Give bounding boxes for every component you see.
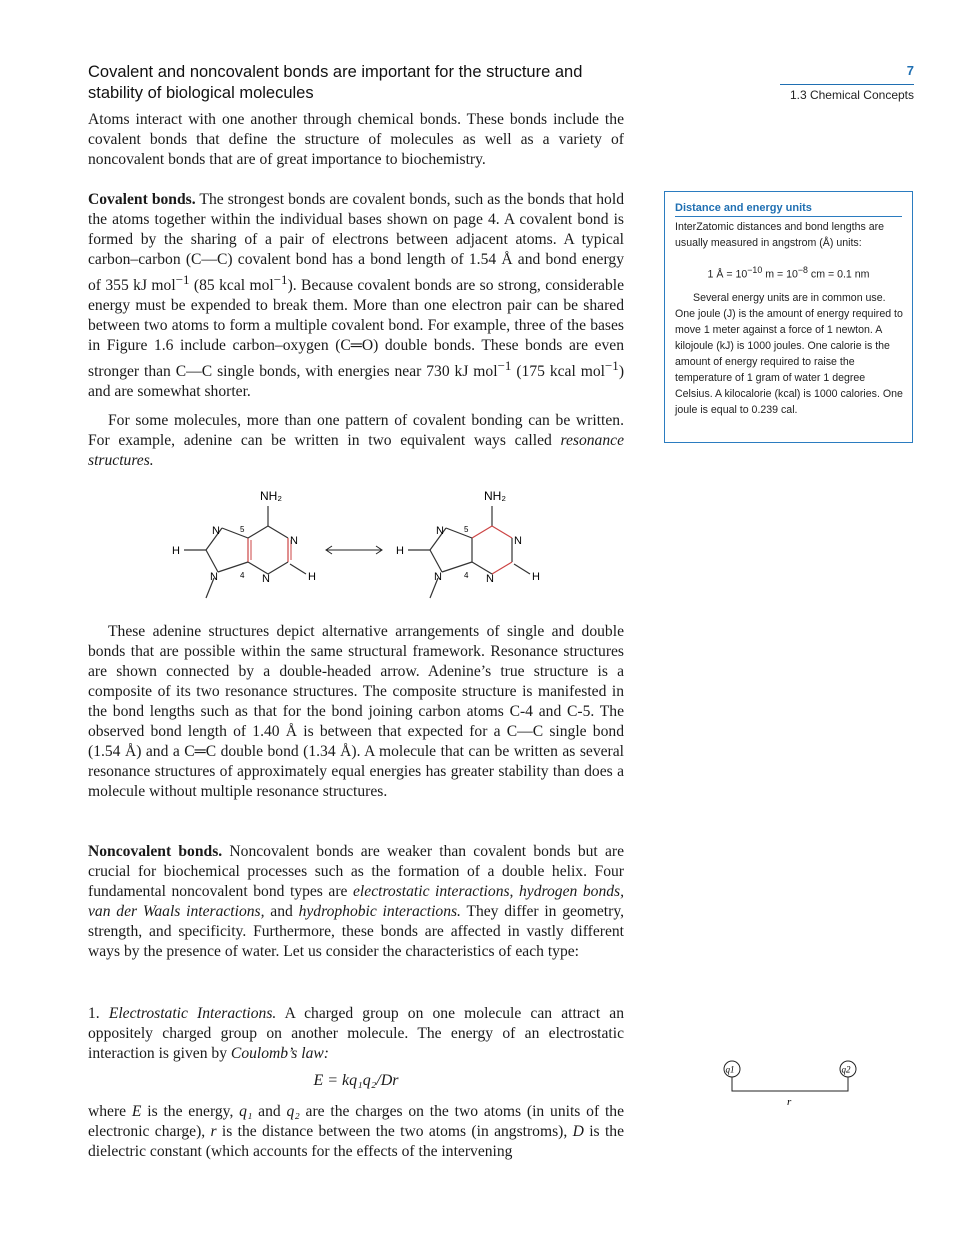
- position-5-right: 5: [464, 525, 469, 534]
- adenine-structure-left: [172, 489, 316, 598]
- distance-bracket: [732, 1077, 848, 1091]
- covalent-text-c: ). Because covalent bonds are so strong, considerable energy must be expended to break them. More than one electron pair can be shared between two atoms to form a multiple covalent bond. For example, three of the bases in Figure 1.6 include carbon–oxygen (C═O) double bonds. These bonds are even stronger than C—C single bonds, with energies near 730 kJ mol: [88, 277, 624, 381]
- coulomb-charges-figure: [718, 1055, 868, 1115]
- charge-q1-label: q1: [725, 1064, 735, 1075]
- covalent-sup-2: −1: [273, 272, 288, 287]
- sidebar-title-rule: [675, 216, 902, 217]
- position-4-left: 4: [240, 571, 245, 580]
- n-label-right-3: N: [436, 525, 444, 537]
- heading-line-2: stability of biological molecules: [88, 84, 314, 102]
- header-rule: [780, 84, 914, 85]
- n-label-right-1: N: [514, 535, 522, 547]
- h-label-right-2: H: [396, 545, 404, 557]
- charge-q2-label: q2: [841, 1064, 851, 1075]
- closing-text-e: is the distance between the two atoms (in angstroms),: [216, 1123, 573, 1140]
- noncovalent-types: electrostatic interactions, hydrogen bonds, van der Waals interactions,: [88, 883, 625, 920]
- covalent-text-a: The strongest bonds are covalent bonds, such as the bonds that hold the atoms together within the individual bases shown on page 4. A covalent bond is formed by the sharing of a pair of electrons between adjacent atoms. A typical carbon–carbon (C—C) covalent bond has a bond length of 1.54 Å and bond energy of 355 kJ mol: [88, 191, 624, 295]
- closing-var-r: r: [210, 1123, 217, 1140]
- closing-text-c: and: [252, 1103, 287, 1120]
- sidebar-equation: [665, 262, 912, 283]
- electrostatic-term: Electrostatic Interactions.: [108, 1005, 277, 1022]
- covalent-sup-1: −1: [175, 272, 190, 287]
- resonance-text: For some molecules, more than one pattern of covalent bonding can be written. For example, adenine can be written in two equivalent ways called: [88, 412, 624, 449]
- closing-text-a: where: [88, 1103, 132, 1120]
- sidebar-eq-part-c: cm = 0.1 nm: [807, 268, 870, 281]
- sidebar-eq-part-b: m = 10: [762, 268, 798, 281]
- closing-var-q2: q₂: [286, 1103, 300, 1120]
- n-label-right-4: N: [434, 571, 442, 583]
- section-reference: 1.3 Chemical Concepts: [789, 88, 914, 102]
- noncovalent-last-type: hydrophobic interactions.: [298, 903, 461, 920]
- adenine-resonance-figure: [160, 484, 560, 614]
- coulomb-equation: E = kq₁q₂/Dr: [313, 1072, 399, 1089]
- covalent-sup-4: −1: [604, 358, 619, 374]
- electrostatic-text: A charged group on one molecule can attract an oppositely charged group on another molecule. The energy of an electrostatic interaction is given by: [88, 1005, 624, 1062]
- amine-label-left: NH₂: [260, 489, 282, 503]
- sidebar-p2-text: Several energy units are in common use. One joule (J) is the amount of energy required to move 1 meter against a force of 1 newton. A kilojoule (kJ) is 1000 joules. One calorie is the amount of energy required to raise the temperature of 1 gram of water 1 degree Celsius. A kilocalorie (kcal) is 1000 calories. One joule is equal to 0.239 cal.: [675, 292, 903, 416]
- composite-text: These adenine structures depict alternative arrangements of single and double bonds that are possible within the same structural framework. Resonance structures are shown connected by a double-headed arrow. Adenine’s true structure is a composite of its two resonance structures. The composite structure is manifested in the bond lengths such as that for the bond joining carbon atoms C-4 and C-5. The observed bond length of 1.40 Å is between that expected for a C—C single bond (1.54 Å) and a C═C double bond (1.34 Å). A molecule that can be written as several resonance structures of approximately equal energies has greater stability than does a molecule without multiple resonance structures.: [88, 623, 624, 800]
- n-label-left-2: N: [262, 573, 270, 585]
- covalent-text-b: (85 kcal mol: [189, 277, 274, 295]
- closing-text-f: is the dielectric constant (which accounts for the effects of the intervening: [88, 1123, 624, 1160]
- n-label-right-2: N: [486, 573, 494, 585]
- closing-text-d: are the charges on the two atoms (in units of the electronic charge),: [88, 1103, 625, 1140]
- sidebar-title: Distance and energy units: [675, 202, 812, 214]
- list-number: 1.: [88, 1005, 109, 1022]
- covalent-lead: Covalent bonds.: [88, 191, 196, 208]
- sidebar-eq-exp-2: −8: [797, 265, 808, 275]
- resonance-paragraph: [88, 411, 624, 471]
- noncovalent-text-a: Noncovalent bonds are weaker than covalent bonds but are crucial for biochemical processes such as the formation of a double helix. Four fundamental noncovalent bond types are: [88, 843, 625, 900]
- h-label-right-1: H: [532, 571, 540, 583]
- adenine-structure-right: [396, 489, 540, 598]
- noncovalent-paragraph: [88, 842, 624, 962]
- resonance-term: resonance structures.: [88, 432, 624, 469]
- closing-var-d: D: [572, 1123, 584, 1140]
- h-label-left-2: H: [172, 545, 180, 557]
- covalent-text-e: ) and are somewhat shorter.: [88, 363, 625, 401]
- heading-line-1: Covalent and noncovalent bonds are important for the structure and: [88, 63, 583, 81]
- covalent-sup-3: −1: [497, 358, 512, 374]
- position-5-left: 5: [240, 525, 245, 534]
- coulomb-law-term: Coulomb’s law:: [230, 1045, 329, 1062]
- noncovalent-lead: Noncovalent bonds.: [88, 843, 223, 860]
- amine-label-right: NH₂: [484, 489, 506, 503]
- position-4-right: 4: [464, 571, 469, 580]
- sidebar-paragraph-2: [675, 290, 903, 418]
- noncovalent-and: and: [264, 903, 299, 920]
- closing-var-q1: q₁: [239, 1103, 253, 1120]
- sidebar-paragraph-1: InterZatomic distances and bond lengths are usually measured in angstrom (Å) units:: [675, 221, 885, 249]
- closing-paragraph: [88, 1102, 624, 1162]
- covalent-text-d: (175 kcal mol: [511, 363, 605, 381]
- n-label-left-4: N: [210, 571, 218, 583]
- section-heading: [88, 62, 628, 104]
- intro-paragraph: Atoms interact with one another through chemical bonds. These bonds include the covalent bonds that define the structure of molecules as well as a variety of noncovalent bonds that are of great importance to biochemistry.: [88, 111, 624, 168]
- page-number: 7: [906, 63, 914, 78]
- noncovalent-text-b: They differ in geometry, strength, and specificity. Furthermore, these bonds are affected in vastly different ways by the presence of water. Let us consider the characteristics of each type:: [88, 903, 625, 960]
- sidebar-eq-exp-1: −10: [747, 265, 763, 275]
- distance-r-label: r: [787, 1096, 792, 1108]
- units-sidebar: [664, 191, 913, 443]
- n-label-left-3: N: [212, 525, 220, 537]
- electrostatic-paragraph: [88, 1004, 624, 1064]
- n-label-left-1: N: [290, 535, 298, 547]
- sidebar-eq-part-a: 1 Å = 10: [707, 268, 748, 281]
- closing-var-e: E: [131, 1103, 142, 1120]
- resonance-arrow: [326, 546, 382, 554]
- closing-text-b: is the energy,: [141, 1103, 240, 1120]
- covalent-paragraph: [88, 190, 624, 402]
- h-label-left-1: H: [308, 571, 316, 583]
- composite-paragraph: [88, 622, 624, 802]
